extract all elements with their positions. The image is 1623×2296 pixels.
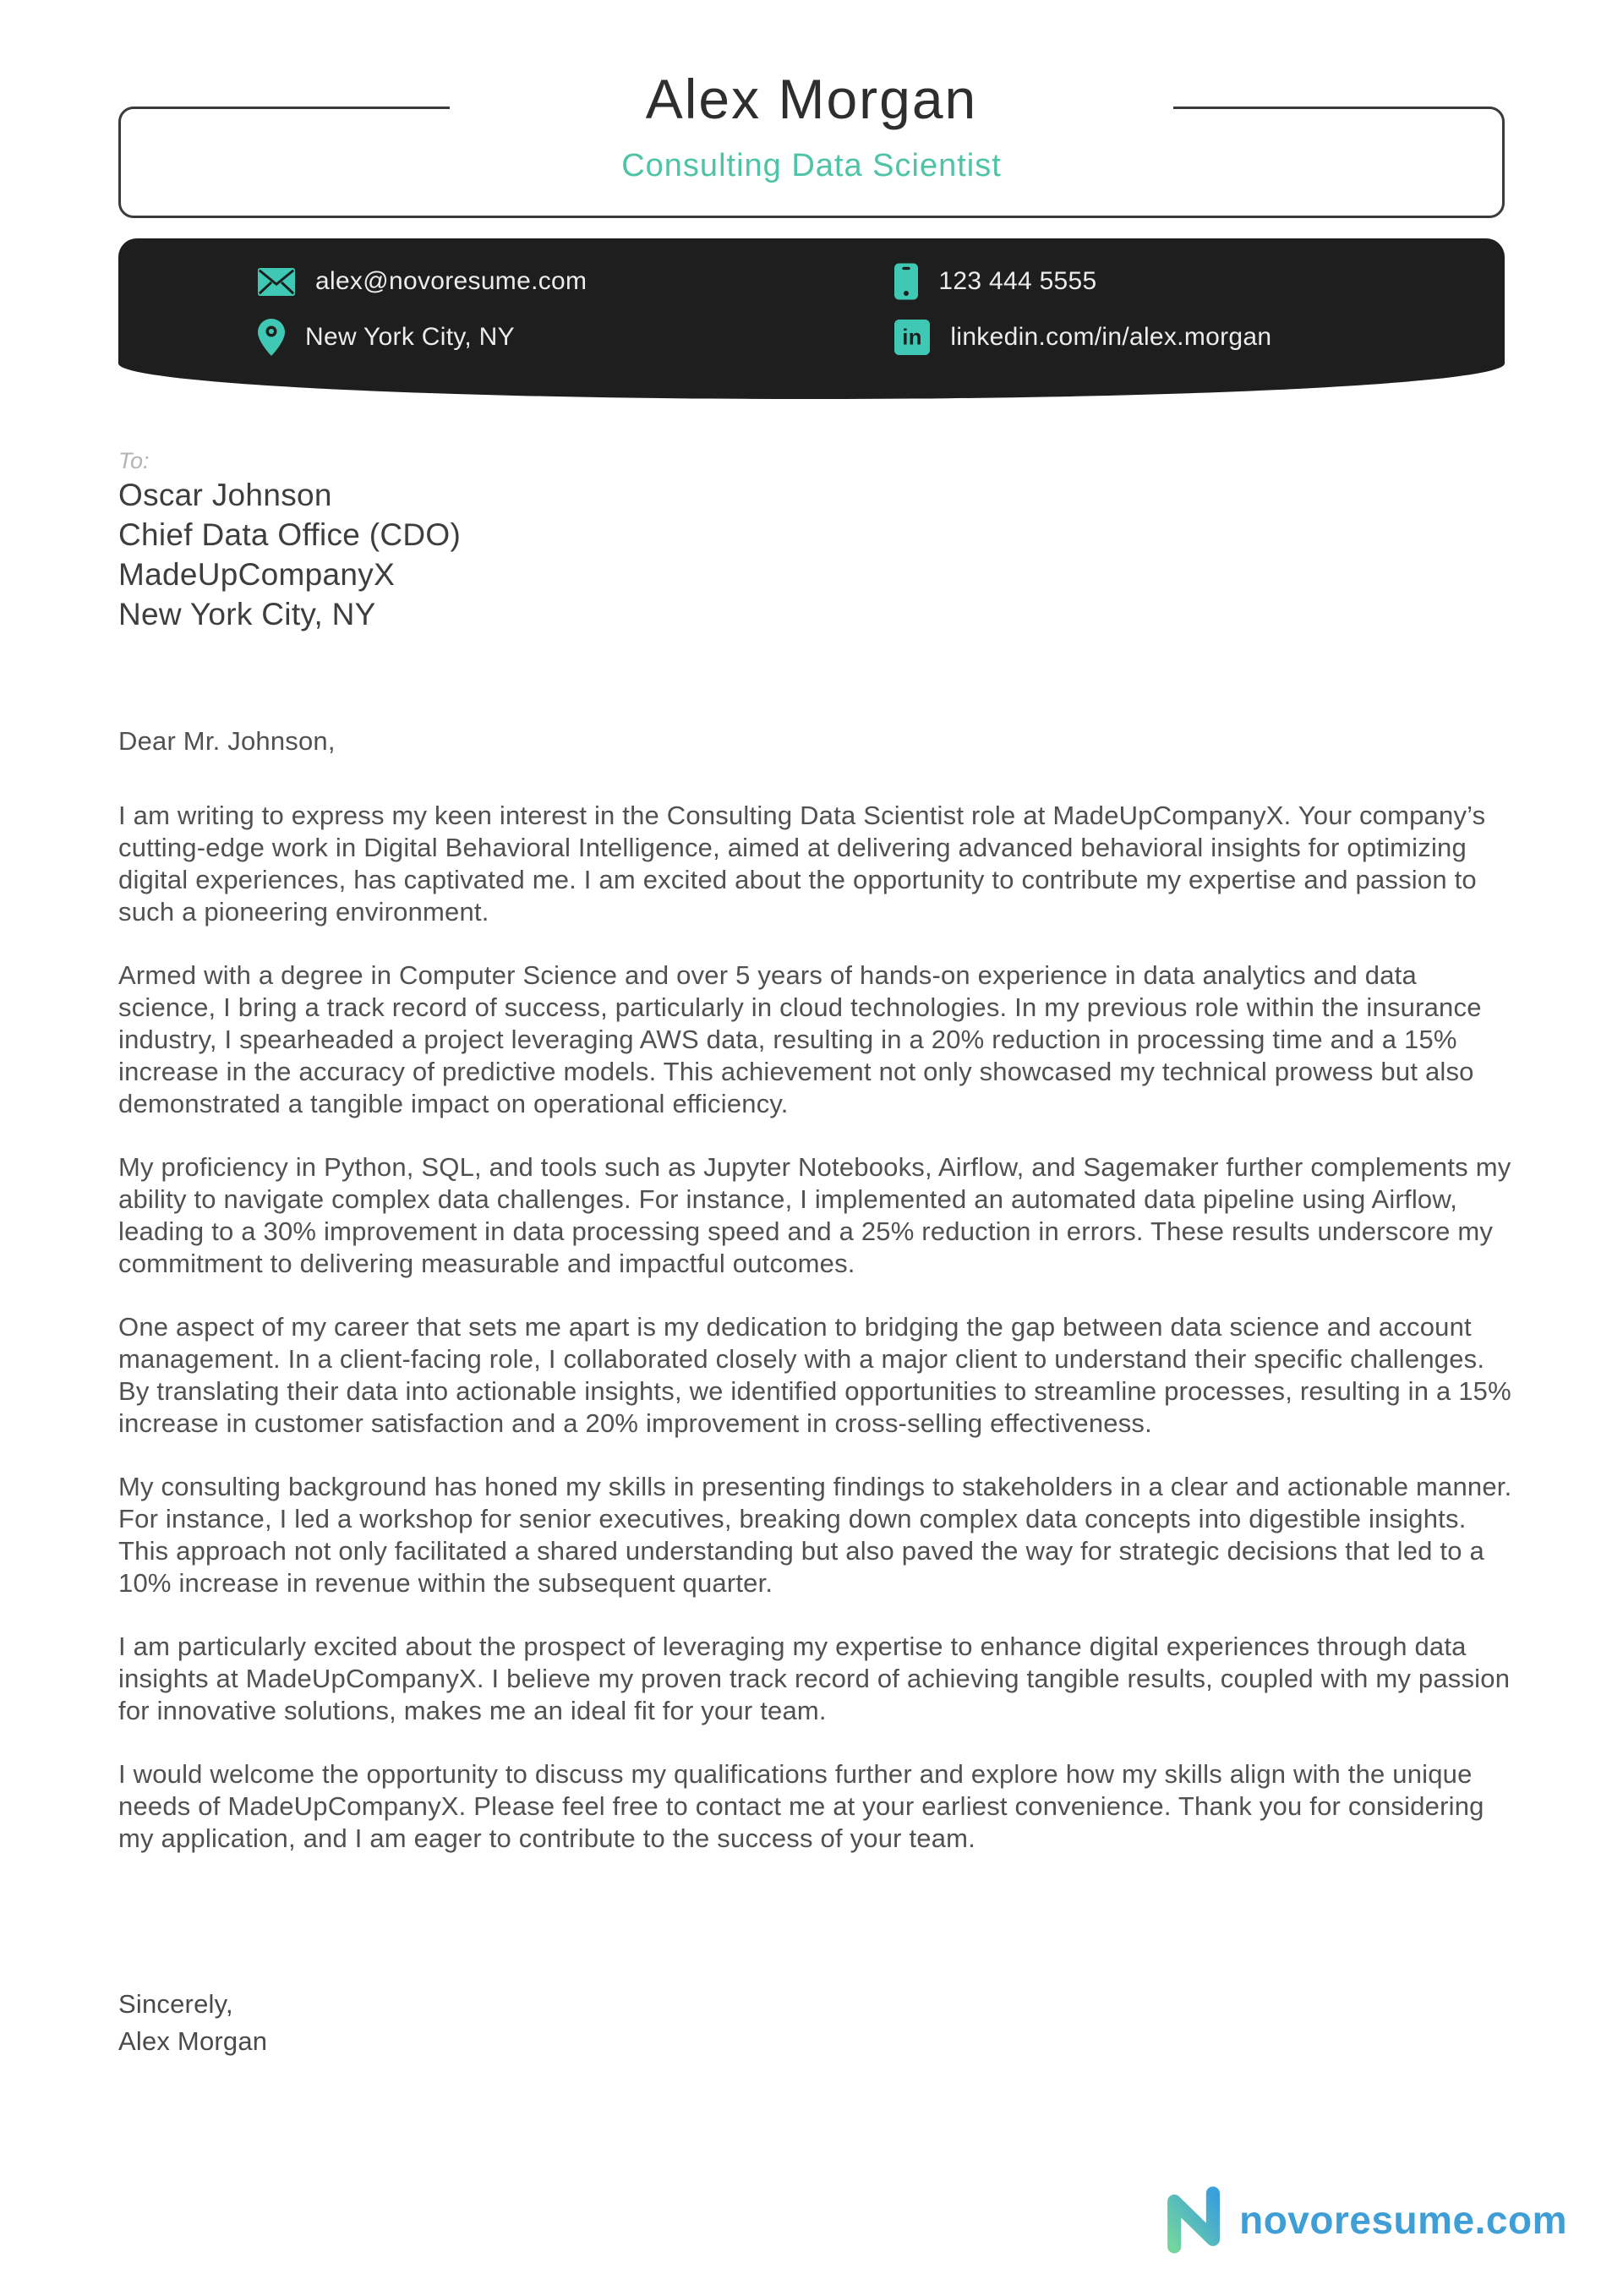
contact-location-label: New York City, NY — [305, 323, 515, 351]
title-block — [450, 69, 1173, 183]
letter-paragraph: My consulting background has honed my skills in presenting findings to stakeholders in a clear and actionable manner. For instance, I led a workshop for senior executives, breaking down complex data concepts into digestible insights. This approach not only facilitated a shared understanding but also paved the way for strategic decisions that led to a 10% increase in revenue within the subsequent quarter. — [118, 1472, 1512, 1598]
brand-name: novoresume.com — [1239, 2198, 1567, 2242]
letter-paragraph: I am writing to express my keen interest in the Consulting Data Scientist role at MadeUpCompanyX. Your company’s cutting-edge work in Digital Behavioral Intelligence, aimed at delivering advanced behavioral insights for optimizing digital experiences, has captivated me. I am excited about the opportunity to contribute my expertise and passion to such a pioneering environment. — [118, 801, 1486, 927]
location-pin-icon — [258, 319, 285, 356]
letter-paragraph: My proficiency in Python, SQL, and tools such as Jupyter Notebooks, Airflow, and Sagemaker further complements my ability to navigate complex data challenges. For instance, I implemented an automated data pipeline using Airflow, leading to a 30% improvement in data processing speed and a 25% reduction in errors. These results underscore my commitment to delivering measurable and impactful outcomes. — [118, 1152, 1511, 1278]
recipient-city: New York City, NY — [118, 597, 376, 631]
letter-paragraph: I would welcome the opportunity to discuss my qualifications further and explore how my skills align with the unique needs of MadeUpCompanyX. Please feel free to contact me at your earliest convenience. Thank you for considering my application, and I am eager to contribute to the success of your team. — [118, 1759, 1484, 1853]
contact-phone-label: 123 444 5555 — [938, 267, 1097, 295]
letter-paragraph: I am particularly excited about the prospect of leveraging my expertise to enhance digital experiences through data insights at MadeUpCompanyX. I believe my proven track record of achieving tangible results, coupled with my passion for innovative solutions, makes me an ideal fit for your team. — [118, 1632, 1511, 1725]
recipient-name: Oscar Johnson — [118, 478, 332, 512]
job-title: Consulting Data Scientist — [621, 148, 1002, 183]
contact-column-right — [894, 264, 1505, 399]
contact-column-left — [118, 264, 894, 399]
letter-body — [118, 446, 1513, 2060]
closing-block — [118, 1986, 1513, 2060]
recipient-block — [118, 475, 1513, 634]
recipient-company: MadeUpCompanyX — [118, 557, 396, 592]
phone-icon — [894, 263, 918, 300]
linkedin-glyph: in — [902, 325, 923, 350]
greeting: Dear Mr. Johnson, — [118, 726, 336, 756]
recipient-role: Chief Data Office (CDO) — [118, 517, 462, 552]
brand-footer — [1163, 2186, 1567, 2254]
linkedin-icon — [894, 320, 930, 355]
contact-item-linkedin — [894, 320, 1505, 355]
contact-bar — [118, 238, 1505, 399]
contact-item-email — [258, 264, 894, 299]
to-label: To: — [118, 448, 150, 473]
header-frame — [118, 68, 1505, 218]
signature-name: Alex Morgan — [118, 2026, 268, 2056]
email-icon — [258, 268, 295, 296]
contact-email-label: alex@novoresume.com — [315, 267, 587, 295]
closing-word: Sincerely, — [118, 1989, 233, 2019]
contact-item-phone — [894, 264, 1505, 299]
letter-paragraph: One aspect of my career that sets me apart is my dedication to bridging the gap between data science and account management. In a client-facing role, I collaborated closely with a major client to understand their specific challenges. By translating their data into actionable insights, we identified opportunities to streamline processes, resulting in a 15% increase in customer satisfaction and a 20% improvement in cross-selling effectiveness. — [118, 1312, 1511, 1438]
letter-paragraph: Armed with a degree in Computer Science and over 5 years of hands-on experience in data analytics and data science, I bring a track record of success, particularly in cloud technologies. In my previous role within the insurance industry, I spearheaded a project leveraging AWS data, resulting in a 20% reduction in processing time and a 15% increase in the accuracy of predictive models. This achievement not only showcased my technical prowess but also demonstrated a tangible impact on operational efficiency. — [118, 960, 1482, 1118]
novoresume-n-logo-icon — [1163, 2186, 1226, 2254]
person-name: Alex Morgan — [645, 68, 978, 130]
contact-item-location — [258, 320, 894, 355]
contact-linkedin-label: linkedin.com/in/alex.morgan — [950, 323, 1272, 351]
